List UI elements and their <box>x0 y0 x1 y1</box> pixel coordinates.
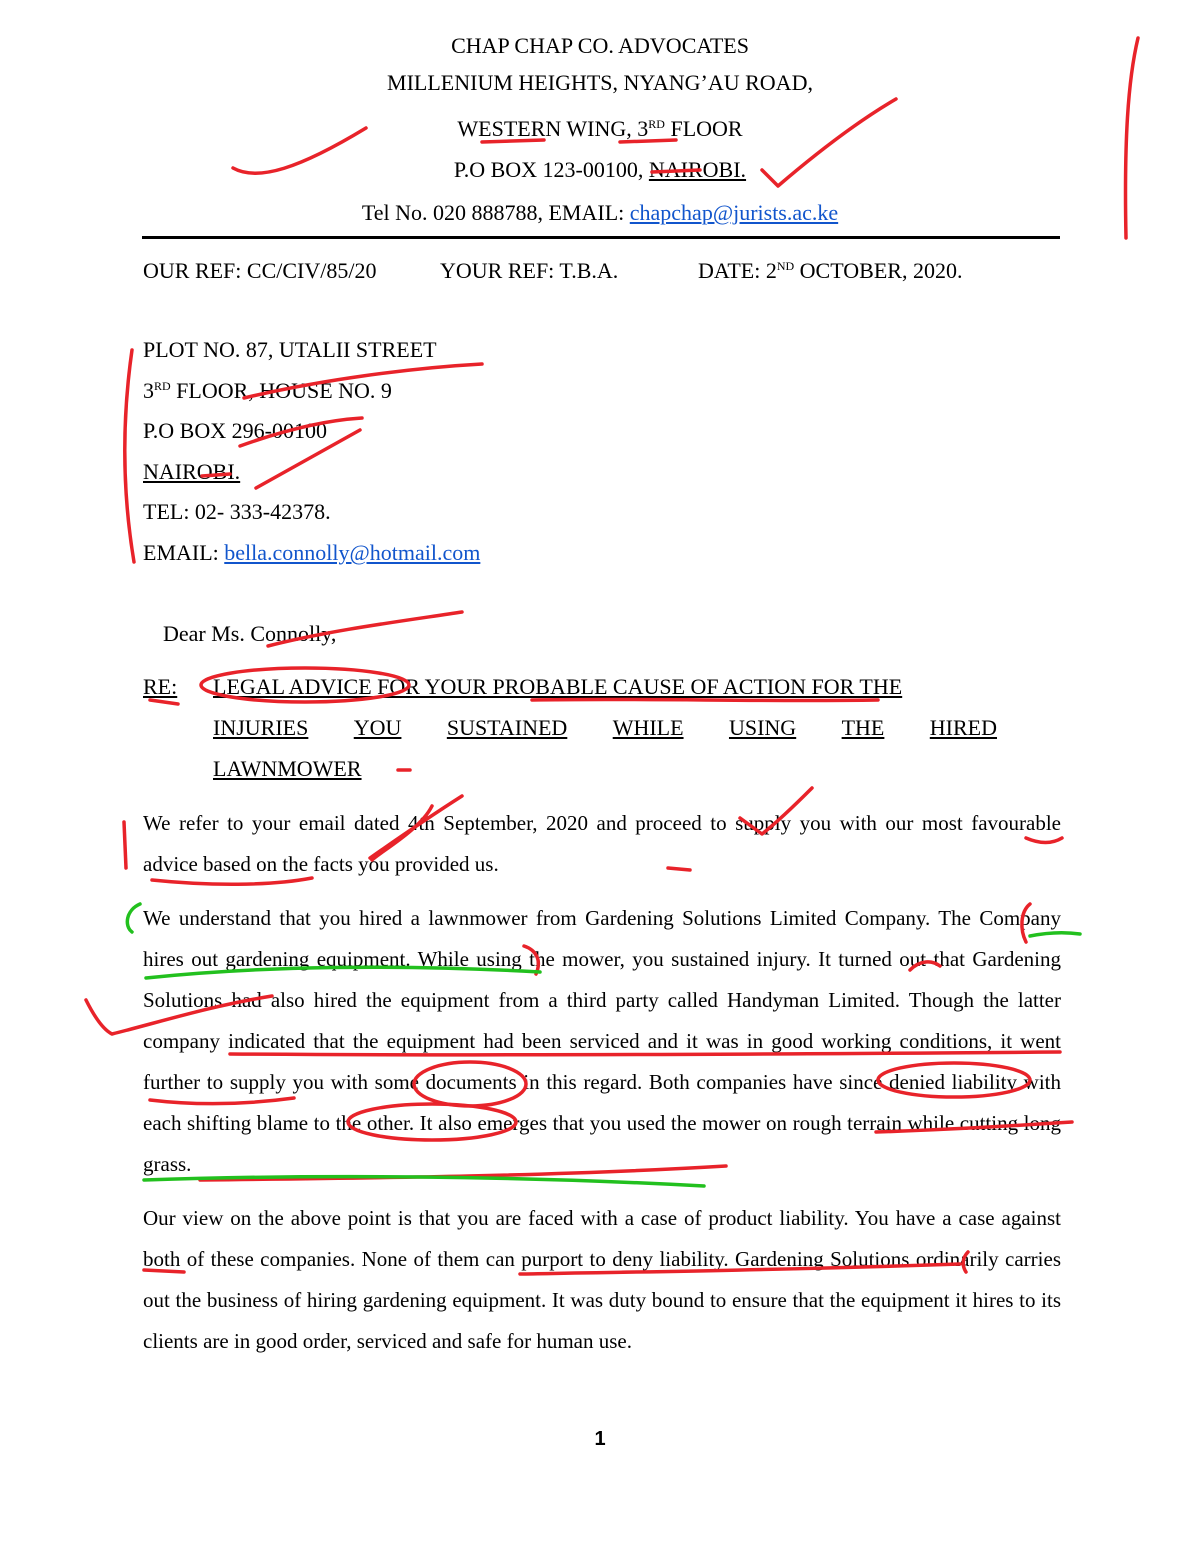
letterhead-address-line: MILLENIUM HEIGHTS, NYANG’AU ROAD, <box>387 70 813 95</box>
header-divider <box>142 236 1060 239</box>
subject-line: INJURIES YOU SUSTAINED WHILE USING THE HIRED <box>213 715 997 740</box>
firm-name: CHAP CHAP CO. ADVOCATES <box>451 33 749 58</box>
recipient-line: 3RD FLOOR, HOUSE NO. 9 <box>143 378 392 403</box>
recipient-email-line: EMAIL: bella.connolly@hotmail.com <box>143 540 481 565</box>
letterhead-address-line: WESTERN WING, 3RD FLOOR <box>457 116 743 141</box>
firm-email-link[interactable]: chapchap@jurists.ac.ke <box>629 200 839 225</box>
green-pen-mark <box>127 904 140 932</box>
subject-line: LEGAL ADVICE FOR YOUR PROBABLE CAUSE OF ACTION FOR THE <box>213 674 903 699</box>
letterhead-address-line: P.O BOX 123-00100, NAIROBI. <box>453 157 747 182</box>
your-ref: YOUR REF: T.B.A. <box>440 258 619 283</box>
body-paragraph: We understand that you hired a lawnmower from Gardening Solutions Limited Company. The Company hires out gardening equipment. While using the mower, you sustained injury. It turned out that Gardening Solutions had also hired the equipment from a third party called Handyman Limited. Though the latter company indicated that the equipment had been serviced and it was in good working conditions, it went further to supply you with some documents in this regard. Both companies have since denied liability with each shifting blame to the other. It also emerges that you used the mower on rough terrain while cutting long grass. <box>143 906 1061 1176</box>
subject-line: LAWNMOWER <box>213 756 362 781</box>
body-paragraph: Our view on the above point is that you are faced with a case of product liability. You have a case against both of these companies. None of them can purport to deny liability. Gardening Solutions ordinarily carries out the business of hiring gardening equipment. It was duty bound to ensure that the equipment it hires to its clients are in good order, serviced and safe for human use. <box>143 1206 1061 1353</box>
salutation: Dear Ms. Connolly, <box>163 621 337 646</box>
letter-date: DATE: 2ND OCTOBER, 2020. <box>698 258 963 283</box>
recipient-line: PLOT NO. 87, UTALII STREET <box>143 337 437 362</box>
subject-label: RE: <box>143 674 178 699</box>
recipient-line: TEL: 02- 333-42378. <box>143 499 331 524</box>
body-paragraph: We refer to your email dated 4th September, 2020 and proceed to supply you with our most favourable advice based on the facts you provided us. <box>143 811 1061 876</box>
red-pen-mark <box>124 822 126 868</box>
letterhead-contact: Tel No. 020 888788, EMAIL: chapchap@jurists.ac.ke <box>361 200 839 225</box>
recipient-line: P.O BOX 296-00100 <box>143 418 327 443</box>
red-pen-bracket <box>125 350 134 562</box>
page-number: 1 <box>594 1428 606 1450</box>
recipient-line: NAIROBI. <box>143 459 241 484</box>
recipient-email-link[interactable]: bella.connolly@hotmail.com <box>224 540 481 565</box>
our-ref: OUR REF: CC/CIV/85/20 <box>143 258 377 283</box>
